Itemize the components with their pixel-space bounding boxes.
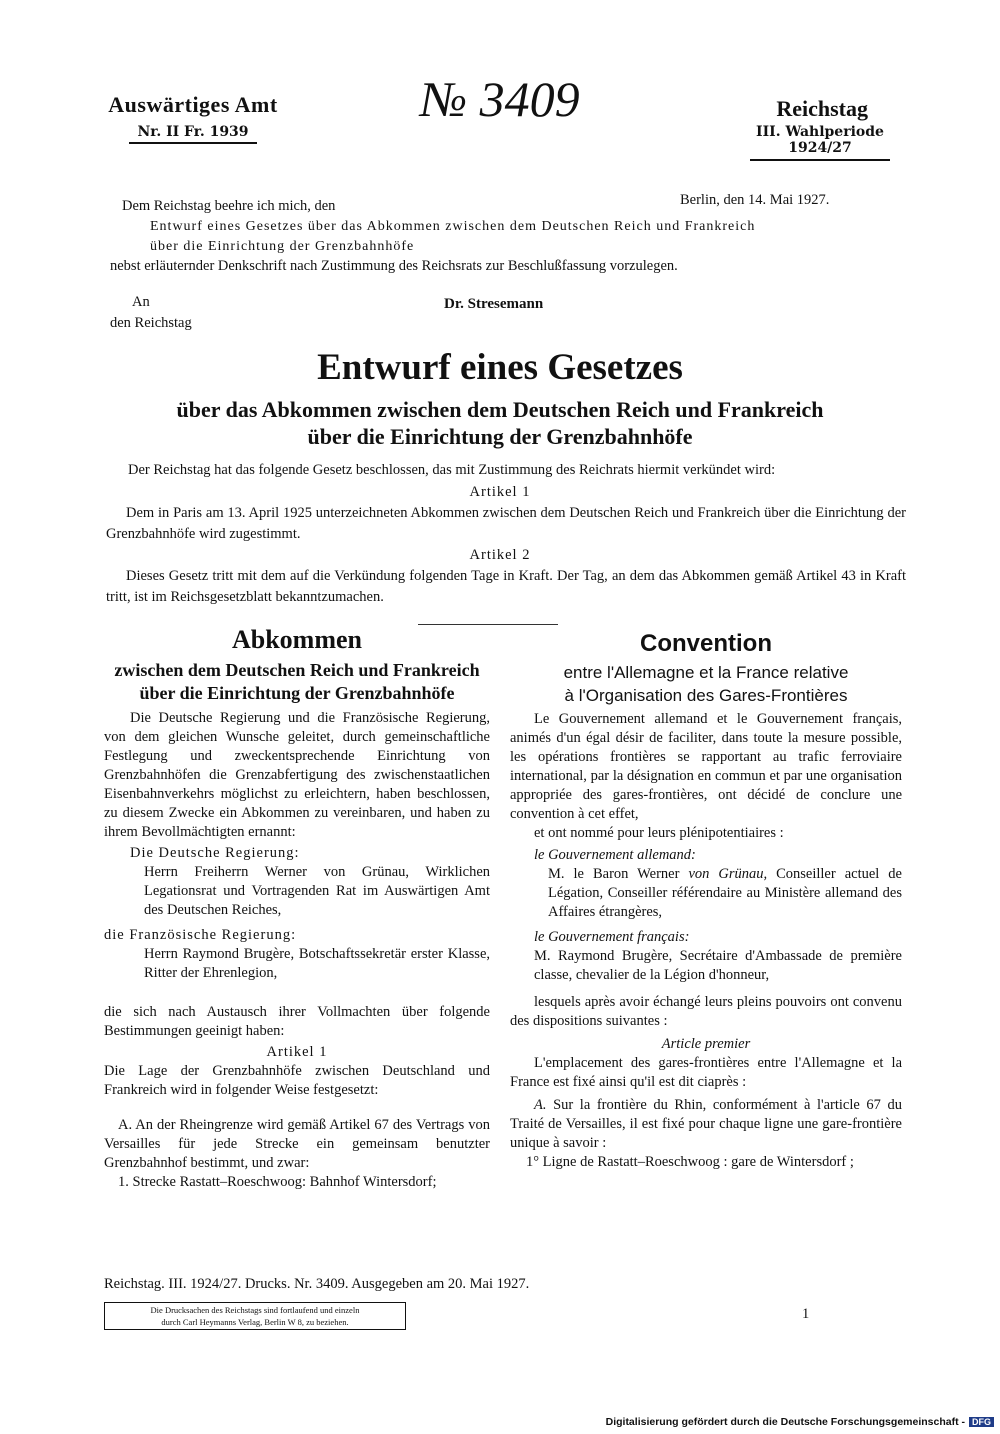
draft-article-2-text: Dieses Gesetz tritt mit dem auf die Verkündung folgenden Tage in Kraft. Der Tag, an dem das Abkommen gemäß Artikel 43 in Kraft tritt, ist im Reichsgesetzblatt bekanntzumachen. bbox=[106, 568, 906, 605]
german-subheading-2: über die Einrichtung der Grenzbahnhöfe bbox=[139, 683, 455, 703]
german-subheading-1: zwischen dem Deutschen Reich und Frankreich bbox=[114, 660, 480, 680]
french-section-a bbox=[510, 1096, 902, 1153]
draft-subtitle-1: über das Abkommen zwischen dem Deutschen Reich und Frankreich bbox=[176, 397, 824, 422]
german-gov-1: Die Deutsche Regierung: bbox=[130, 845, 300, 861]
french-gov-2: le Gouvernement français: bbox=[534, 929, 690, 945]
letter-line-1: Dem Reichstag beehre ich mich, den bbox=[122, 198, 336, 214]
publisher-note-line-2: durch Carl Heymanns Verlag, Berlin W 8, zu beziehen. bbox=[161, 1317, 349, 1327]
german-section-a: A. An der Rheingrenze wird gemäß Artikel 67 des Vertrags von Versailles für jede Strecke ein gemeinsam benutzter Grenzbahnhof bestimmt, und zwar: bbox=[104, 1117, 490, 1171]
letter-line-4: nebst erläuternder Denkschrift nach Zustimmung des Reichsrats zur Beschlußfassung vorzulegen. bbox=[110, 258, 678, 274]
ministry-name: Auswärtiges Amt bbox=[108, 92, 278, 117]
ministry-reference: Nr. II Fr. 1939 bbox=[129, 124, 256, 144]
reichstag-header bbox=[720, 96, 920, 161]
header-rule bbox=[750, 159, 890, 161]
french-item-1: 1° Ligne de Rastatt–Roeschwoog : gare de Wintersdorf ; bbox=[526, 1154, 854, 1170]
draft-preamble: Der Reichstag hat das folgende Gesetz beschlossen, das mit Zustimmung des Reichrats hiermit verkündet wird: bbox=[128, 462, 776, 478]
period-years: 1924/27 bbox=[788, 140, 852, 156]
draft-article-1-text: Dem in Paris am 13. April 1925 unterzeichneten Abkommen zwischen dem Deutschen Reich und Frankreich über die Einrichtung der Grenzbahnhöfe wird zugestimmt. bbox=[106, 505, 906, 542]
french-article-1-heading: Article premier bbox=[661, 1036, 751, 1052]
dfg-credit-text: Digitalisierung gefördert durch die Deutsche Forschungsgemeinschaft - bbox=[605, 1416, 965, 1428]
french-rep-1 bbox=[548, 865, 902, 922]
publisher-note-line-1: Die Drucksachen des Reichstags sind fortlaufend und einzeln bbox=[150, 1305, 360, 1315]
french-preamble: Le Gouvernement allemand et le Gouvernement français, animés d'un égal désir de faciliter, dans toute la mesure possible, les opérations frontières se rapportant au trafic ferroviaire international, par la désignation en commun et par une organisation appropriée des gares-frontières, ont décidé de conclure une convention à cet effet, bbox=[510, 711, 902, 822]
french-subheading-1: entre l'Allemagne et la France relative bbox=[563, 663, 849, 682]
letter-line-2: Entwurf eines Gesetzes über das Abkommen zwischen dem Deutschen Reich und Frankreich bbox=[150, 219, 756, 234]
german-article-1-heading: Artikel 1 bbox=[266, 1044, 328, 1060]
french-article-1-text: L'emplacement des gares-frontières entre l'Allemagne et la France est fixé ainsi qu'il est dit ciaprès : bbox=[510, 1055, 902, 1090]
footer-print-line: Reichstag. III. 1924/27. Drucks. Nr. 3409. Ausgegeben am 20. Mai 1927. bbox=[104, 1276, 530, 1292]
electoral-period: III. Wahlperiode bbox=[756, 124, 884, 140]
draft-subtitle-2: über die Einrichtung der Grenzbahnhöfe bbox=[307, 424, 693, 449]
french-agreement-sentence: lesquels après avoir échangé leurs pleins pouvoirs ont convenu des dispositions suivantes : bbox=[510, 994, 902, 1029]
french-section-a-label: A. bbox=[534, 1097, 547, 1113]
section-divider bbox=[418, 624, 558, 625]
letter-date: Berlin, den 14. Mai 1927. bbox=[680, 192, 830, 208]
document-number: № 3409 bbox=[420, 71, 580, 127]
page-number: 1 bbox=[802, 1306, 810, 1322]
french-heading: Convention bbox=[640, 630, 772, 657]
german-gov-2: die Französische Regierung: bbox=[104, 927, 297, 943]
french-rep-1-prefix: M. le Baron Werner bbox=[548, 866, 689, 882]
german-article-1-text: Die Lage der Grenzbahnhöfe zwischen Deutschland und Frankreich wird in folgender Weise festgesetzt: bbox=[104, 1063, 490, 1098]
signature: Dr. Stresemann bbox=[444, 296, 544, 312]
german-preamble: Die Deutsche Regierung und die Französische Regierung, von dem gleichen Wunsche geleitet, durch gemeinschaftliche Festlegung und zweckentsprechende Einrichtung von Grenzbahnhöfen die Grenzabfertigung des zwischenstaatlichen Eisenbahnverkehrs möglichst zu erleichtern, haben beschlossen, zu diesem Zwecke ein Abkommen zu vereinbaren, und haben zu ihrem Bevollmächtigten ernannt: bbox=[104, 710, 490, 840]
letter-line-3: über die Einrichtung der Grenzbahnhöfe bbox=[150, 239, 415, 254]
german-item-1: 1. Strecke Rastatt–Roeschwoog: Bahnhof Wintersdorf; bbox=[118, 1174, 437, 1190]
french-rep-1-name: von Grünau, bbox=[688, 866, 768, 882]
addressee-2: den Reichstag bbox=[110, 315, 192, 331]
french-section-a-text: Sur la frontière du Rhin, conformément à l'article 67 du Traité de Versailles, il est fixé pour chaque ligne une gare-frontière unique à savoir : bbox=[510, 1097, 902, 1151]
publisher-note bbox=[104, 1302, 406, 1330]
french-gov-1: le Gouvernement allemand: bbox=[534, 847, 696, 863]
french-preamble-end: et ont nommé pour leurs plénipotentiaires : bbox=[534, 825, 784, 841]
reichstag-title: Reichstag bbox=[776, 96, 868, 121]
german-column bbox=[104, 625, 490, 1192]
german-rep-2: Herrn Raymond Brugère, Botschaftssekretär erster Klasse, Ritter der Ehrenlegion, bbox=[144, 946, 490, 981]
french-rep-2: M. Raymond Brugère, Secrétaire d'Ambassade de première classe, chevalier de la Légion d'honneur, bbox=[534, 948, 902, 983]
ministry-header bbox=[88, 92, 298, 144]
german-heading: Abkommen bbox=[231, 625, 362, 654]
addressee-1: An bbox=[132, 294, 150, 310]
french-rep-1-suffix: Conseiller actuel de Légation, Conseiller référendaire au Ministère allemand des Affaires étrangères, bbox=[548, 866, 902, 920]
draft-title: Entwurf eines Gesetzes bbox=[317, 347, 683, 388]
dfg-credit bbox=[606, 1416, 994, 1428]
french-subheading-2: à l'Organisation des Gares-Frontières bbox=[564, 686, 848, 705]
french-column bbox=[510, 630, 902, 1172]
german-agreement-sentence: die sich nach Austausch ihrer Vollmachten über folgende Bestimmungen geeinigt haben: bbox=[104, 1004, 490, 1039]
draft-article-1-heading: Artikel 1 bbox=[469, 484, 531, 500]
draft-article-2-heading: Artikel 2 bbox=[469, 547, 531, 563]
german-rep-1: Herrn Freiherrn Werner von Grünau, Wirklichen Legationsrat und Vortragenden Rat im Auswärtigen Amt des Deutschen Reiches, bbox=[144, 864, 490, 918]
dfg-logo-icon: DFG bbox=[969, 1417, 994, 1427]
